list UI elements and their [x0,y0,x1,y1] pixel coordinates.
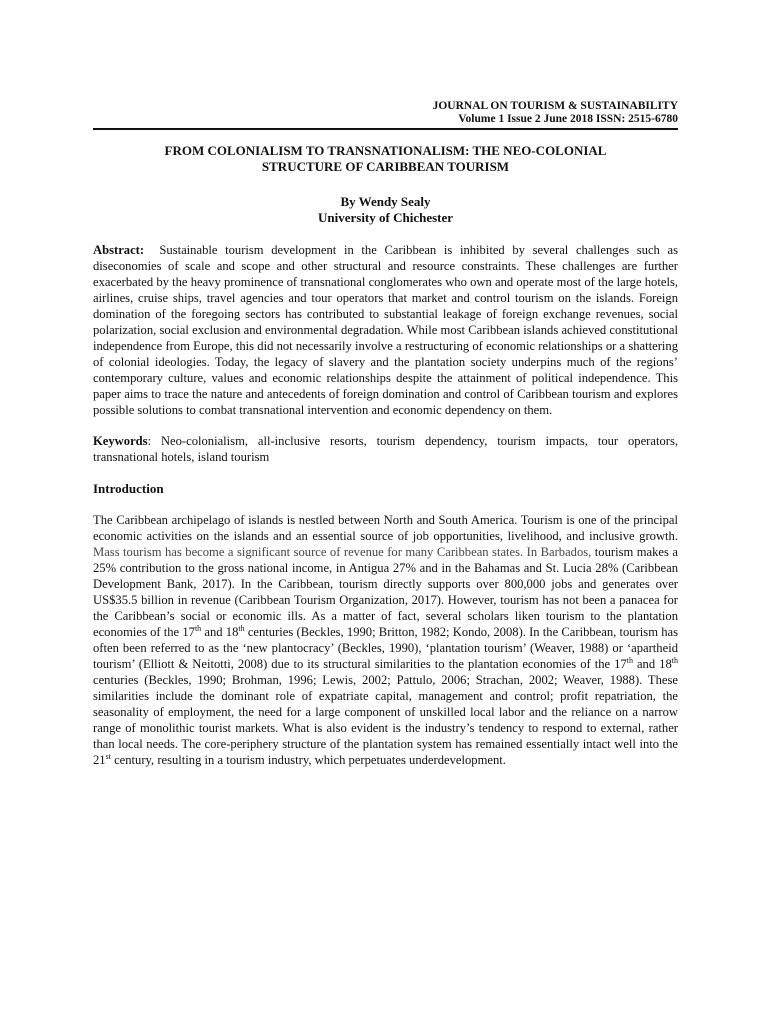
intro-text-1: The Caribbean archipelago of islands is nestled between North and South America. Tourism is one of the principal economic activities on the islands and an essential source of job opportunities, livelihood, and inclusive growth. [93,513,678,544]
journal-header [93,0,678,126]
intro-text-3: tourism makes a 25% contribution to the gross national income, in Antigua 27% and in the Bahamas and St. Lucia 28% (Caribbean Development Bank, 2017). In the Caribbean, tourism directly supports over 800,000 jobs and generates over US$35.5 billion in revenue (Caribbean Tourism Organization, 2017). However, tourism has not been a panacea for the Caribbean’s social or economic ills. As a matter of fact, several scholars liken tourism to the plantation economies of the 17 [93,545,678,640]
section-heading-introduction: Introduction [93,481,164,497]
intro-text-7: centuries (Beckles, 1990; Brohman, 1996; Lewis, 2002; Pattulo, 2006; Strachan, 2002; Weaver, 1988). These similarities include the dominant role of expatriate capital, management and control; profit repatriation, the seasonality of employment, the need for a large component of unskilled local labor and the reliance on a narrow range of monolithic tourist markets. What is also evident is the industry’s tendency to respond to external, rather than local needs. The core-periphery structure of the plantation system has remained essentially intact well into the 21 [93,672,678,767]
title-line-2: STRUCTURE OF CARIBBEAN TOURISM [261,159,510,174]
abstract [93,243,678,418]
keywords-text: : Neo-colonialism, all-inclusive resorts, tourism dependency, tourism impacts, tour operators, transnational hotels, island tourism [93,434,678,465]
intro-text-5: centuries (Beckles, 1990; Britton, 1982; Kondo, 2008). In the Caribbean, tourism has often been referred to as the ‘new plantocracy’ (Beckles, 1990), ‘plantation tourism’ (Weaver, 1988) or ‘apartheid tourism’ (Elliott & Neitotti, 2008) due to its structural similarities to the plantation economies of the 17 [93,625,678,671]
superscript-th: th [671,655,678,665]
introduction-paragraph [93,513,678,768]
author-affiliation: University of Chichester [317,210,454,225]
author-block [93,194,678,226]
intro-text-4: and 18 [201,625,239,640]
superscript-st: st [105,751,111,761]
superscript-th: th [626,655,633,665]
intro-text-6: and 18 [632,656,672,671]
header-rule [93,128,678,130]
keywords-label: Keywords [93,434,148,449]
intro-text-8: century, resulting in a tourism industry, which perpetuates underdevelopment. [110,752,506,767]
journal-name: JOURNAL ON TOURISM & SUSTAINABILITY [432,100,678,112]
intro-text-faded: Mass tourism has become a significant source of revenue for many Caribbean states. In Barbados, [93,545,592,560]
superscript-th: th [238,623,245,633]
abstract-text: Sustainable tourism development in the Caribbean is inhibited by several challenges such as diseconomies of scale and scope and other structural and resource constraints. These challenges are further exacerbated by the heavy prominence of transnational conglomerates who own and operate most of the large hotels, airlines, cruise ships, travel agencies and tour operators that market and control tourism on the islands. Foreign domination of the foregoing sectors has contributed to substantial leakage of foreign exchange revenues, social polarization, social exclusion and environmental degradation. While most Caribbean islands achieved constitutional independence from Europe, this did not necessarily involve a restructuring of economic relationships or a shattering of colonial ideologies. Today, the legacy of slavery and the plantation society underpins much of the regions’ contemporary culture, values and economic relationships despite the attainment of political independence. This paper aims to trace the nature and antecedents of foreign domination and control of Caribbean tourism and explores possible solutions to combat transnational intervention and economic dependency on them. [93,243,678,417]
title-line-1: FROM COLONIALISM TO TRANSNATIONALISM: THE NEO-COLONIAL [164,143,607,158]
keywords [93,434,678,466]
journal-issue: Volume 1 Issue 2 June 2018 ISSN: 2515-6780 [458,113,678,125]
paper-title [93,143,678,175]
superscript-th: th [194,623,202,633]
abstract-label: Abstract: [93,243,145,257]
paper-page [93,0,678,769]
author-byline: By Wendy Sealy [340,194,431,209]
